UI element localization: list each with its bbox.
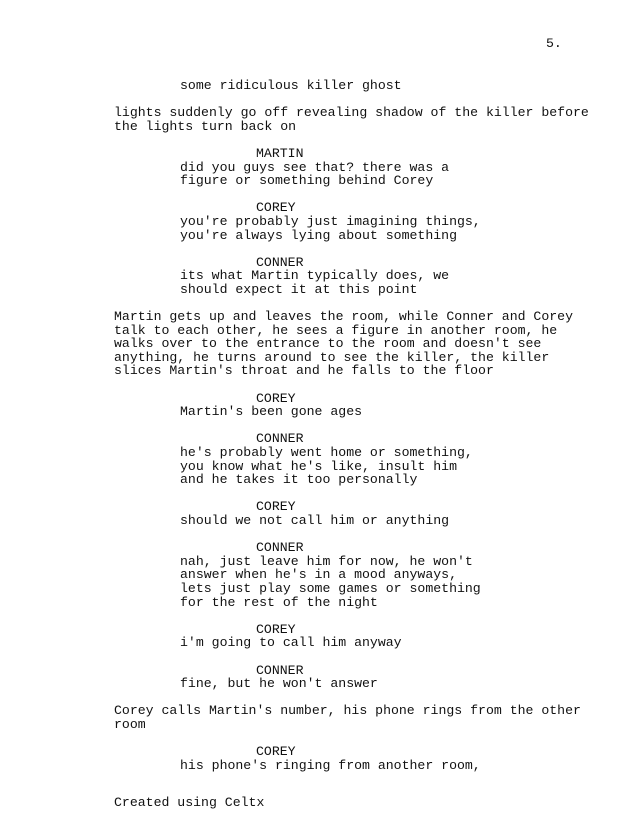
script-line: CONNER: [256, 540, 304, 556]
dialogue-block: [0, 215, 638, 242]
script-line: COREY: [256, 499, 296, 515]
character-name: [0, 745, 638, 759]
block-spacer: [0, 691, 638, 705]
script-line: answer when he's in a mood anyways,: [180, 567, 457, 583]
script-line: Martin's been gone ages: [180, 404, 363, 420]
character-name: [0, 392, 638, 406]
action-block: [0, 106, 638, 133]
script-line: nah, just leave him for now, he won't: [180, 553, 473, 569]
script-line: lets just play some games or something: [180, 580, 481, 596]
dialogue-block: [0, 759, 638, 773]
block-spacer: [0, 93, 638, 107]
block-spacer: [0, 133, 638, 147]
footer-credit: Created using Celtx: [114, 795, 265, 810]
character-name: [0, 256, 638, 270]
script-line: for the rest of the night: [180, 594, 378, 610]
dialogue-block: [0, 677, 638, 691]
block-spacer: [0, 297, 638, 311]
script-line: lights suddenly go off revealing shadow of the killer before: [114, 105, 589, 121]
script-line: anything, he turns around to see the killer, the killer: [114, 349, 550, 365]
block-spacer: [0, 242, 638, 256]
dialogue-block: [0, 405, 638, 419]
dialogue-block: [0, 269, 638, 296]
script-line: you know what he's like, insult him: [180, 458, 457, 474]
block-spacer: [0, 487, 638, 501]
script-line: slices Martin's throat and he falls to the floor: [114, 363, 494, 379]
script-line: and he takes it too personally: [180, 472, 418, 488]
script-body: [0, 79, 638, 772]
script-line: fine, but he won't answer: [180, 676, 378, 692]
block-spacer: [0, 378, 638, 392]
script-line: you're probably just imagining things,: [180, 213, 481, 229]
script-line: CONNER: [256, 254, 304, 270]
script-line: the lights turn back on: [114, 118, 297, 134]
script-line: CONNER: [256, 662, 304, 678]
script-line: COREY: [256, 744, 296, 760]
dialogue-block: [0, 79, 638, 93]
page-number: 5.: [546, 36, 562, 51]
script-line: walks over to the entrance to the room and doesn't see: [114, 336, 542, 352]
dialogue-block: [0, 514, 638, 528]
block-spacer: [0, 732, 638, 746]
script-line: Corey calls Martin's number, his phone rings from the other: [114, 703, 581, 719]
script-line: Martin gets up and leaves the room, while Conner and Corey: [114, 309, 573, 325]
script-line: COREY: [256, 621, 296, 637]
dialogue-block: [0, 555, 638, 609]
character-name: [0, 500, 638, 514]
block-spacer: [0, 650, 638, 664]
block-spacer: [0, 419, 638, 433]
script-line: figure or something behind Corey: [180, 173, 434, 189]
script-line: room: [114, 716, 146, 732]
dialogue-block: [0, 446, 638, 487]
dialogue-block: [0, 161, 638, 188]
character-name: [0, 623, 638, 637]
block-spacer: [0, 188, 638, 202]
script-line: he's probably went home or something,: [180, 445, 473, 461]
character-name: [0, 541, 638, 555]
dialogue-block: [0, 636, 638, 650]
script-line: should expect it at this point: [180, 281, 418, 297]
block-spacer: [0, 609, 638, 623]
script-line: COREY: [256, 390, 296, 406]
script-line: did you guys see that? there was a: [180, 159, 450, 175]
action-block: [0, 310, 638, 378]
script-line: its what Martin typically does, we: [180, 268, 450, 284]
script-line: i'm going to call him anyway: [180, 635, 402, 651]
script-line: MARTIN: [256, 145, 304, 161]
script-line: CONNER: [256, 431, 304, 447]
script-line: should we not call him or anything: [180, 513, 450, 528]
script-line: talk to each other, he sees a figure in another room, he: [114, 322, 558, 338]
character-name: [0, 664, 638, 678]
action-block: [0, 704, 638, 731]
script-line: his phone's ringing from another room,: [180, 757, 481, 773]
character-name: [0, 432, 638, 446]
script-line: you're always lying about something: [180, 227, 457, 243]
script-line: COREY: [256, 200, 296, 216]
character-name: [0, 147, 638, 161]
script-line: some ridiculous killer ghost: [180, 78, 402, 93]
character-name: [0, 201, 638, 215]
block-spacer: [0, 528, 638, 542]
